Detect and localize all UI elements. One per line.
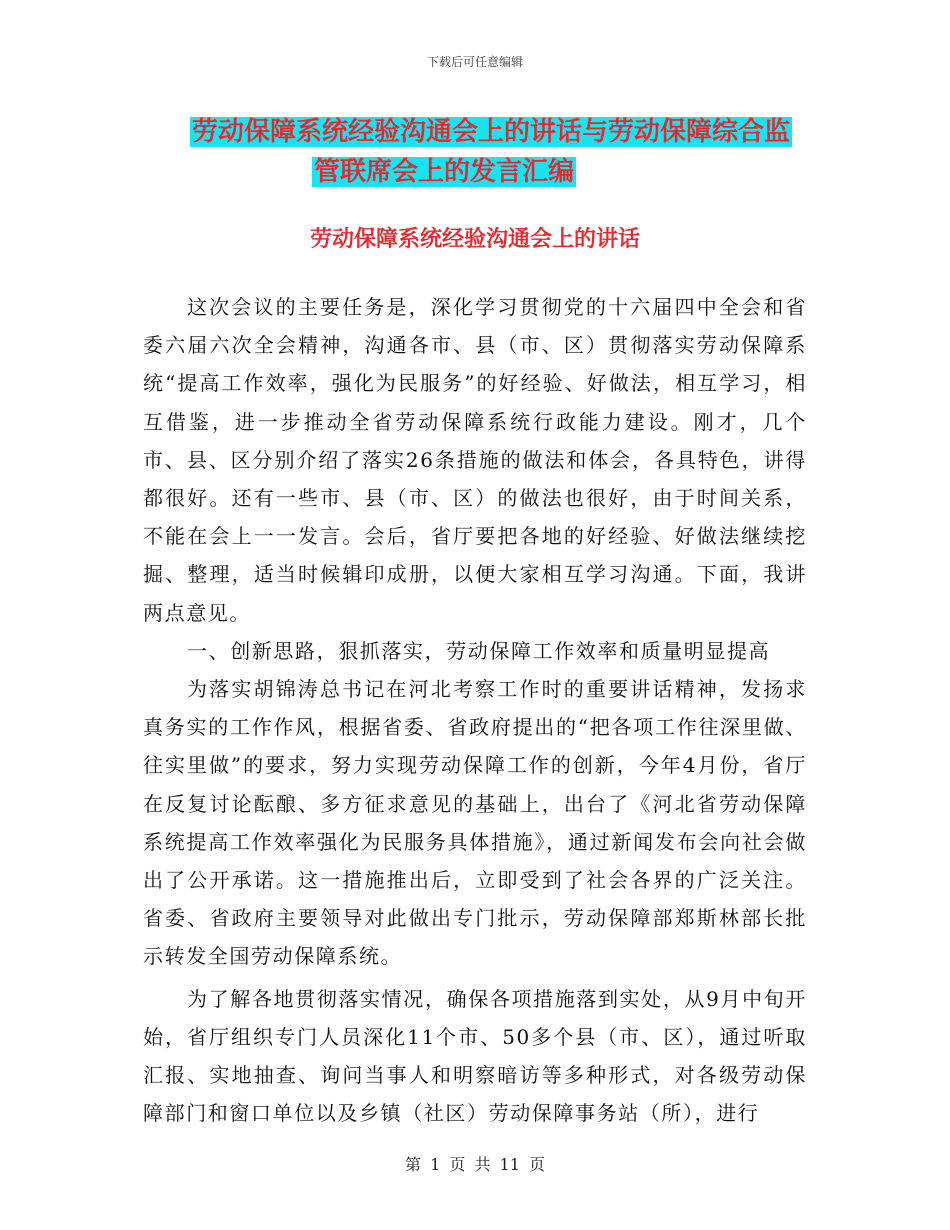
title-line-1: [190, 112, 810, 152]
document-title: [190, 112, 810, 192]
title-line-2: [312, 152, 810, 192]
page-footer: 第 1 页 共 11 页: [405, 1155, 545, 1174]
section-title: 劳动保障系统经验沟通会上的讲话: [309, 227, 640, 252]
paragraph-2-heading: 一、创新思路，狠抓落实，劳动保障工作效率和质量明显提高: [187, 638, 771, 663]
paragraph-1: 这次会议的主要任务是，深化学习贯彻党的十六届四中全会和省委六届六次全会精神，沟通各市、县（市、区）贯彻落实劳动保障系统“提高工作效率，强化为民服务”的好经验、好做法，相互学习，相互借鉴，进一步推动全省劳动保障系统行政能力建设。刚才，几个市、县、区分别介绍了落实26条措施的做法和体会，各具特色，讲得都很好。还有一些市、县（市、区）的做法也很好，由于时间关系，不能在会上一一发言。会后，省厅要把各地的好经验、好做法继续挖掘、整理，适当时候辑印成册，以便大家相互学习沟通。下面，我讲两点意见。: [143, 295, 807, 625]
paragraph-3: 为落实胡锦涛总书记在河北考察工作时的重要讲话精神，发扬求真务实的工作作风，根据省委、省政府提出的“把各项工作往深里做、往实里做”的要求，努力实现劳动保障工作的创新，今年4月份，省厅在反复讨论酝酿、多方征求意见的基础上，出台了《河北省劳动保障系统提高工作效率强化为民服务具体措施》，通过新闻发布会向社会做出了公开承诺。这一措施推出后，立即受到了社会各界的广泛关注。省委、省政府主要领导对此做出专门批示，劳动保障部郑斯林部长批示转发全国劳动保障系统。: [143, 677, 807, 969]
body-text: [143, 288, 807, 1132]
title-line-1-text: 劳动保障系统经验沟通会上的讲话与劳动保障综合监: [192, 117, 791, 147]
title-line-2-text: 管联席会上的发言汇编: [314, 157, 575, 187]
header-note: 下载后可任意编辑: [426, 55, 523, 69]
paragraph-4: 为了解各地贯彻落实情况，确保各项措施落到实处，从9月中旬开始，省厅组织专门人员深化11个市、50多个县（市、区），通过听取汇报、实地抽查、询问当事人和明察暗访等多种形式，对各级劳动保障部门和窗口单位以及乡镇（社区）劳动保障事务站（所），进行: [143, 986, 807, 1126]
